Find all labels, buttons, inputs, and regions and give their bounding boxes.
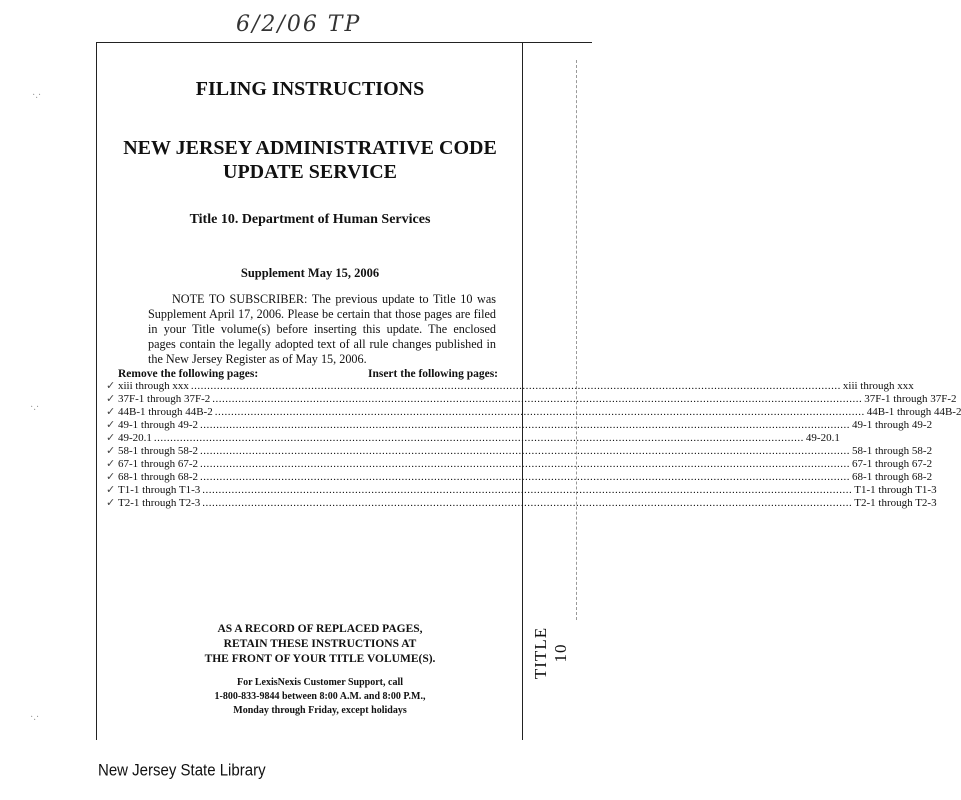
checkmark-icon: ✓ [106, 432, 116, 444]
remove-pages: T2-1 through T2-3 [118, 497, 201, 509]
checkmark-icon: ✓ [106, 445, 116, 457]
checkmark-icon: ✓ [106, 484, 116, 496]
leader-dots: ........................................................................................................................................................................................................ [153, 432, 804, 444]
leader-dots: ........................................................................................................................................................................................................ [190, 380, 841, 392]
insert-pages: T1-1 through T1-3 [854, 484, 937, 496]
checkmark-icon: ✓ [106, 419, 116, 431]
page-list-row [106, 393, 957, 406]
page-list-row [106, 406, 961, 419]
insert-header: Insert the following pages: [367, 368, 498, 380]
insert-pages: 58-1 through 58-2 [852, 445, 933, 457]
remove-header: Remove the following pages: [118, 368, 259, 380]
support-line-2: 1-800-833-9844 between 8:00 A.M. and 8:00 P.M., [214, 691, 426, 702]
checkmark-icon: ✓ [106, 497, 116, 509]
remove-pages: 49-1 through 49-2 [118, 419, 199, 431]
leader-dots: ........................................................................................................................................................................................................ [200, 419, 851, 431]
margin-mark: ·.· [30, 712, 40, 723]
record-line-2: RETAIN THESE INSTRUCTIONS AT [223, 638, 417, 650]
remove-pages: T1-1 through T1-3 [118, 484, 201, 496]
insert-pages: 49-1 through 49-2 [852, 419, 933, 431]
code-title-line-1: NEW JERSEY ADMINISTRATIVE CODE [123, 137, 497, 159]
page-list-row [106, 419, 933, 432]
insert-pages: T2-1 through T2-3 [854, 497, 937, 509]
leader-dots: ........................................................................................................................................................................................................ [202, 497, 853, 509]
leader-dots: ........................................................................................................................................................................................................ [200, 445, 851, 457]
insert-pages: 49-20.1 [805, 432, 840, 444]
support-line-1: For LexisNexis Customer Support, call [236, 677, 403, 688]
checkmark-icon: ✓ [106, 393, 116, 405]
document-title: FILING INSTRUCTIONS [195, 78, 425, 100]
page-list-row [106, 445, 933, 458]
remove-pages: 68-1 through 68-2 [118, 471, 199, 483]
leader-dots: ........................................................................................................................................................................................................ [212, 393, 863, 405]
record-line-1: AS A RECORD OF REPLACED PAGES, [217, 623, 423, 635]
remove-pages: 67-1 through 67-2 [118, 458, 199, 470]
margin-mark: ·.· [32, 90, 42, 101]
supplement-heading: Supplement May 15, 2006 [240, 266, 380, 280]
leader-dots: ........................................................................................................................................................................................................ [200, 471, 851, 483]
insert-pages: 37F-1 through 37F-2 [864, 393, 957, 405]
subscriber-note: NOTE TO SUBSCRIBER: The previous update to Title 10 was Supplement April 17, 2006. Please be certain that those pages are filed in your Title volume(s) before inserting this update. The enclosed pages contain the legally adopted text of all rule changes published in the New Jersey Register as of May 15, 2006. [148, 292, 496, 366]
insert-pages: 44B-1 through 44B-2 [866, 406, 961, 418]
remove-pages: xiii through xxx [118, 380, 189, 392]
page-list [106, 380, 961, 510]
checkmark-icon: ✓ [106, 380, 116, 392]
record-line-3: THE FRONT OF YOUR TITLE VOLUME(S). [204, 653, 436, 665]
remove-pages: 37F-1 through 37F-2 [118, 393, 211, 405]
code-title-line-2: UPDATE SERVICE [223, 161, 397, 183]
frame-top-border [96, 42, 592, 43]
leader-dots: ........................................................................................................................................................................................................ [202, 484, 853, 496]
page-list-row [106, 497, 937, 510]
frame-left-border [96, 42, 97, 740]
code-title [100, 136, 520, 184]
insert-pages: 68-1 through 68-2 [852, 471, 933, 483]
checkmark-icon: ✓ [106, 471, 116, 483]
insert-pages: xiii through xxx [842, 380, 914, 392]
title-tab-label: TITLE 10 [531, 626, 570, 680]
page-list-row [106, 458, 933, 471]
leader-dots: ........................................................................................................................................................................................................ [214, 406, 865, 418]
page-list-row [106, 484, 937, 497]
checkmark-icon: ✓ [106, 406, 116, 418]
tab-edge-line [576, 60, 577, 620]
insert-pages: 67-1 through 67-2 [852, 458, 933, 470]
support-info [170, 676, 470, 718]
record-notice [170, 622, 470, 667]
leader-dots: ........................................................................................................................................................................................................ [200, 458, 851, 470]
remove-pages: 58-1 through 58-2 [118, 445, 199, 457]
department-heading: Title 10. Department of Human Services [189, 212, 431, 227]
library-stamp: New Jersey State Library [98, 761, 266, 780]
page-list-row [106, 432, 840, 445]
checkmark-icon: ✓ [106, 458, 116, 470]
page-list-row [106, 380, 914, 393]
remove-pages: 49-20.1 [118, 432, 152, 444]
support-line-3: Monday through Friday, except holidays [233, 705, 407, 716]
handwritten-date-note: 6/2/06 TP [236, 12, 362, 37]
remove-pages: 44B-1 through 44B-2 [118, 406, 213, 418]
margin-mark: ·.· [30, 402, 40, 413]
page-list-row [106, 471, 933, 484]
